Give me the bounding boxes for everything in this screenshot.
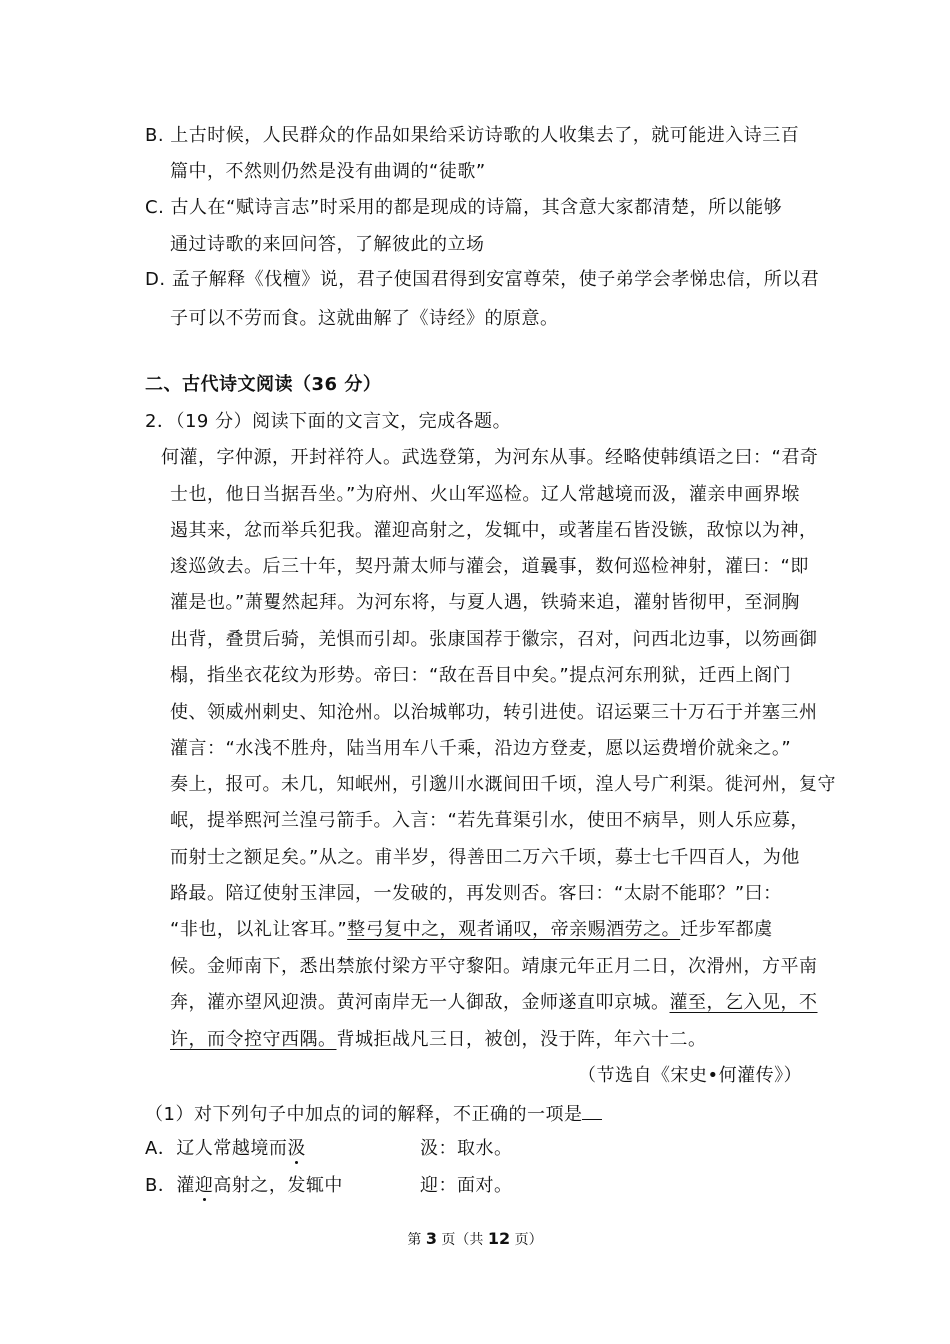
passage-text: 迁步军都虞: [680, 919, 773, 940]
option-d-line1: D. 孟子解释《伐檀》说，君子使国君得到安富尊荣，使子弟学会孝悌忠信，所以君: [145, 269, 820, 290]
page-number: 3: [425, 1229, 437, 1248]
passage-line: 灌是也。”萧矍然起拜。为河东将，与夏人遇，铁骑来追，灌射皆彻甲，至洞胸: [170, 592, 800, 613]
option-b-line1: B. 上古时候，人民群众的作品如果给采访诗歌的人收集去了，就可能进入诗三百: [145, 125, 800, 146]
passage-line: 岷，提举熙河兰湟弓箭手。入言：“若先葺渠引水，使田不病旱，则人乐应募，: [170, 810, 809, 831]
underlined-sentence-2b: 许，而令控守西隅。: [170, 1029, 337, 1050]
passage-line: 遏其来，忿而举兵犯我。灌迎高射之，发辄中，或著崖石皆没镞，敌惊以为神，: [170, 520, 818, 541]
underlined-sentence-1: 整弓复中之，观者诵叹，帝亲赐酒劳之。: [347, 919, 681, 940]
option-b-line2: 篇中，不然则仍然是没有曲调的“徒歌”: [170, 161, 486, 182]
passage-quote: “非也，以礼让客耳。”: [170, 919, 348, 940]
subq1-option-b-gloss: 迎：面对。: [420, 1175, 513, 1196]
option-c-line1: C. 古人在“赋诗言志”时采用的都是现成的诗篇，其含意大家都清楚，所以能够: [145, 197, 783, 218]
passage-line: [170, 991, 818, 1015]
page-footer: 第 3 页（共 12 页）: [407, 1229, 543, 1248]
subq1-option-a: A．辽人常越境而汲: [145, 1138, 306, 1159]
passage-line: [170, 918, 773, 942]
passage-line: 灌言：“水浅不胜舟，陆当用车八千乘，沿边方登麦，愿以运费增价就籴之。”: [170, 738, 792, 759]
underlined-sentence-2a: 灌至，乞入见，不: [669, 992, 818, 1013]
passage-line: 候。金师南下，悉出禁旅付梁方平守黎阳。靖康元年正月二日，次滑州，方平南: [170, 956, 818, 977]
page-total: 12: [487, 1229, 511, 1248]
dotted-word: 汲: [287, 1138, 306, 1159]
passage-line: 奏上，报可。未几，知岷州，引邈川水溉间田千顷，湟人号广利渠。徙河州，复守: [170, 774, 836, 795]
option-d-line2: 子可以不劳而食。这就曲解了《诗经》的原意。: [170, 308, 559, 329]
section-title: 二、古代诗文阅读（36 分）: [145, 374, 382, 395]
passage-line: 何灌，字仲源，开封祥符人。武选登第，为河东从事。经略使韩缜语之曰：“君奇: [161, 447, 819, 468]
option-c-line2: 通过诗歌的来回问答，了解彼此的立场: [170, 234, 485, 255]
answer-blank[interactable]: [582, 1101, 602, 1120]
passage-line: 出背，叠贯后骑，羌惧而引却。张康国荐于徽宗，召对，问西北边事，以笏画御: [170, 629, 818, 650]
passage-text: 奔，灌亦望风迎溃。黄河南岸无一人御敌，金师遂直叩京城。: [170, 992, 670, 1013]
dotted-word: 迎: [194, 1175, 214, 1196]
subq1-option-a-gloss: 汲：取水。: [420, 1138, 513, 1159]
subquestion-1-prompt: （1）对下列句子中加点的词的解释，不正确的一项是: [145, 1101, 602, 1127]
passage-line: 使、领威州刺史、知沧州。以治城郸功，转引进使。诏运粟三十万石于并塞三州: [170, 702, 818, 723]
passage-line: [170, 1028, 707, 1052]
source-citation: （节选自《宋史•何灌传》）: [578, 1065, 803, 1086]
passage-line: 榻，指坐衣花纹为形势。帝曰：“敌在吾目中矣。”提点河东刑狱，迁西上阁门: [170, 665, 792, 686]
question-2-header: 2．（19 分）阅读下面的文言文，完成各题。: [145, 411, 512, 432]
subq1-option-b: B．灌迎高射之，发辄中: [145, 1175, 343, 1196]
passage-line: 士也，他日当据吾坐。”为府州、火山军巡检。辽人常越境而汲，灌亲申画界堠: [170, 484, 800, 505]
passage-text: 背城拒战凡三日，被创，没于阵，年六十二。: [336, 1029, 707, 1050]
passage-line: 逡巡敛去。后三十年，契丹萧太师与灌会，道曩事，数何巡检神射，灌曰：“即: [170, 556, 809, 577]
passage-line: 路最。陪辽使射玉津园，一发破的，再发则否。客曰：“太尉不能耶？”曰：: [170, 883, 782, 904]
passage-line: 而射士之额足矣。”从之。甫半岁，得善田二万六千顷，募士七千四百人，为他: [170, 847, 800, 868]
